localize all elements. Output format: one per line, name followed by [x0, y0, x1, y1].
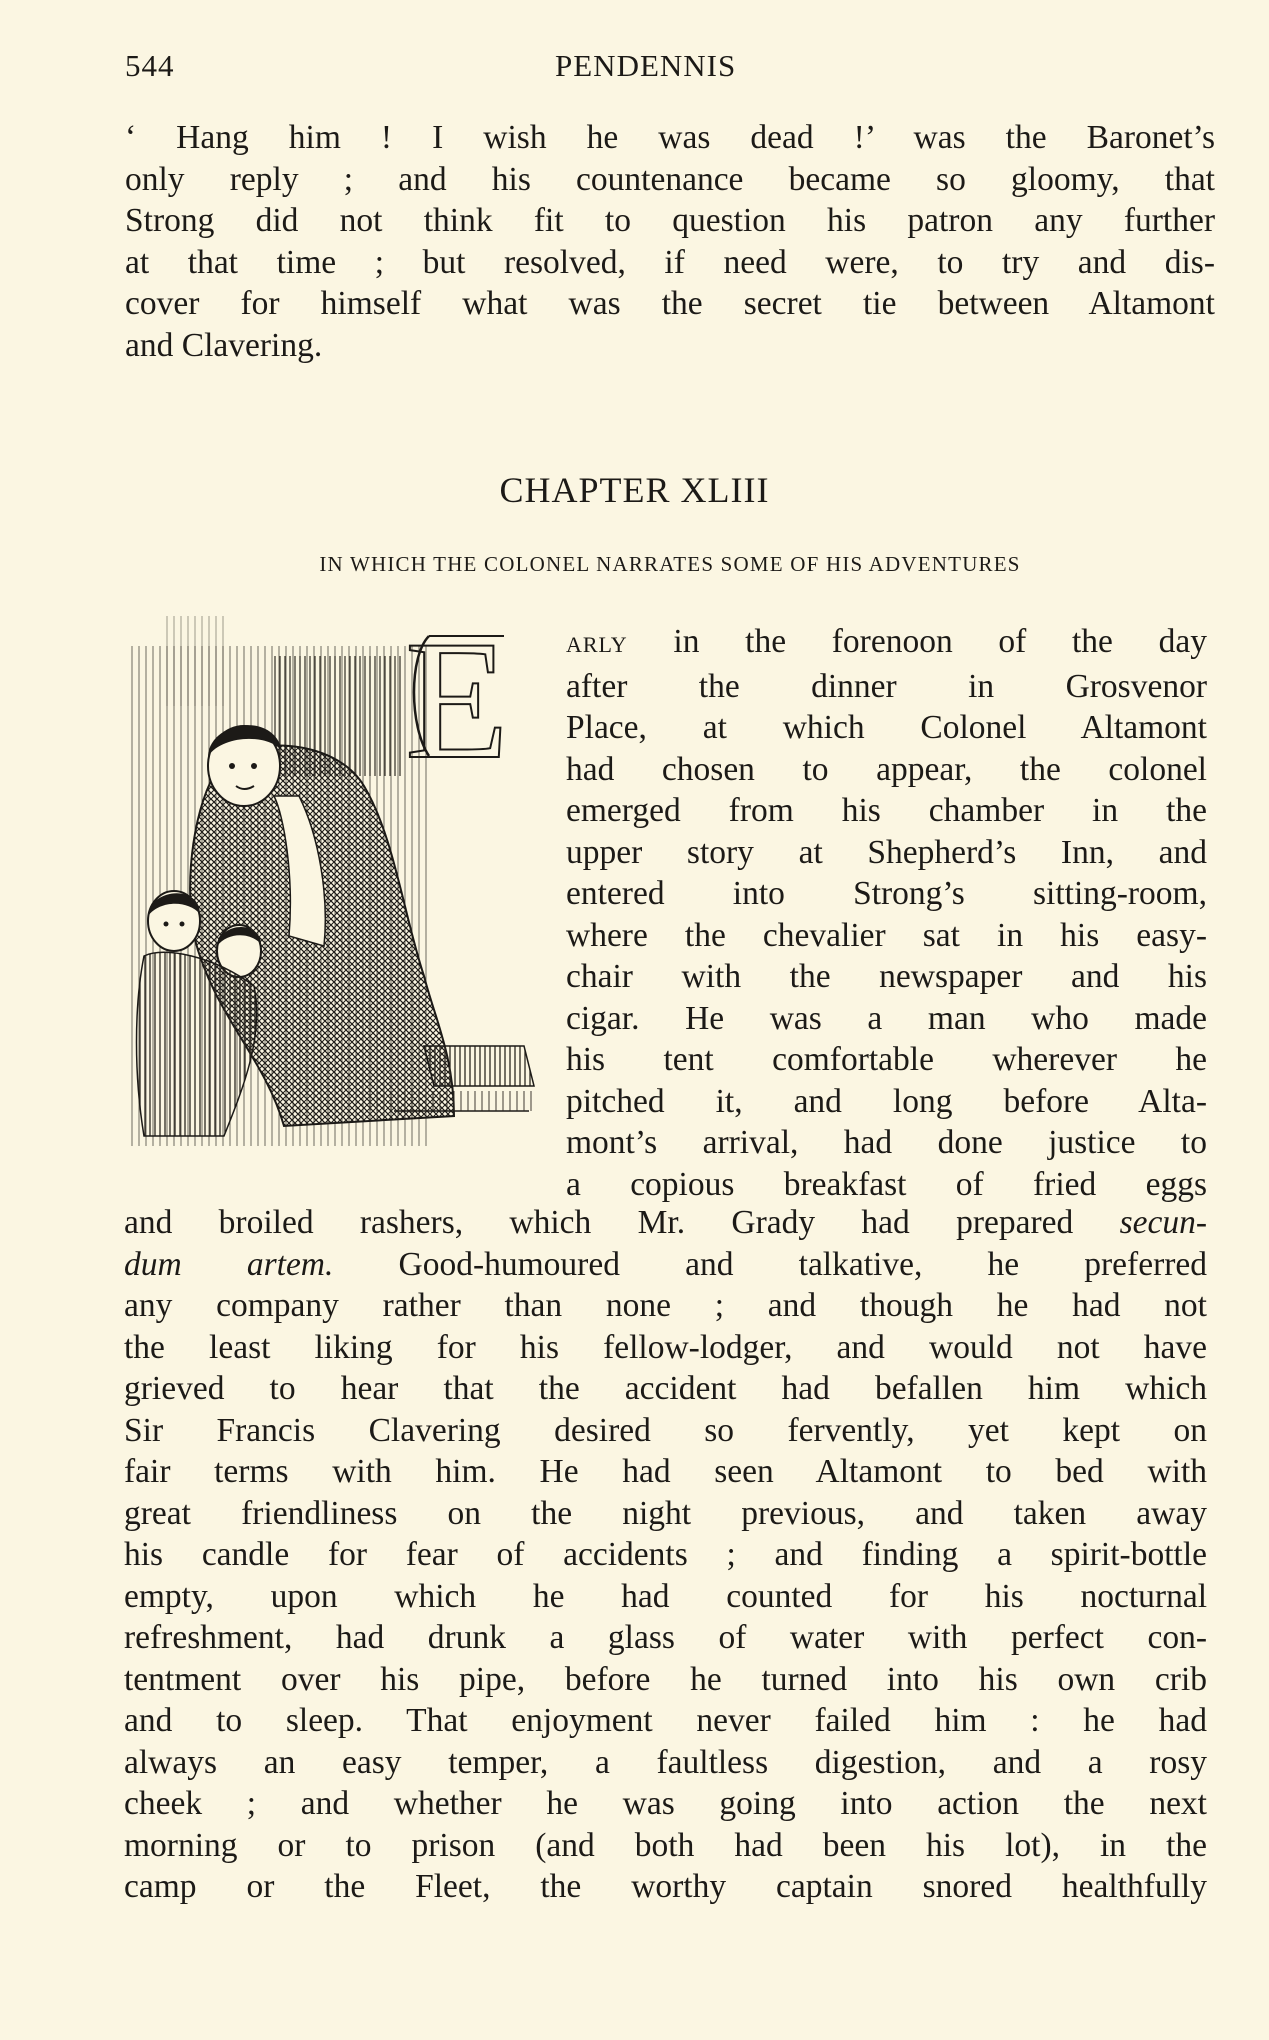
text-line: entered into Strong’s sitting-room, [566, 875, 1207, 912]
text-line: Strong did not think fit to question his patron any further [125, 202, 1215, 239]
text-line: cheek ; and whether he was going into action the next [124, 1785, 1207, 1822]
drop-cap-letter: E [405, 606, 509, 794]
chapter-heading: CHAPTER XLIII [499, 470, 770, 510]
text-line: tentment over his pipe, before he turned into his own crib [124, 1660, 1207, 1698]
text-line: empty, upon which he had counted for his nocturnal [124, 1577, 1207, 1615]
text-line: his tent comfortable wherever he [566, 1041, 1207, 1078]
first-word-small-caps: ARLY [566, 632, 628, 657]
line-text: and broiled rashers, which Mr. Grady had prepared [124, 1204, 1074, 1241]
text-line: upper story at Shepherd’s Inn, and [566, 833, 1207, 871]
text-line: at that time ; but resolved, if need were, to try and dis- [125, 243, 1215, 281]
text-line [124, 1202, 1207, 1244]
text-line: mont’s arrival, had done justice to [566, 1124, 1207, 1161]
text-line: any company rather than none ; and though he had not [124, 1287, 1207, 1324]
text-line: the least liking for his fellow-lodger, and would not have [124, 1328, 1207, 1366]
text-line: cover for himself what was the secret tie between Altamont [125, 285, 1215, 322]
text-line: emerged from his chamber in the [566, 792, 1207, 829]
text-line: after the dinner in Grosvenor [566, 667, 1207, 705]
text-line: morning or to prison (and both had been his lot), in the [124, 1826, 1207, 1864]
line-text: Good-humoured and talkative, he preferred [398, 1245, 1207, 1283]
text-line: great friendliness on the night previous, and taken away [124, 1494, 1207, 1532]
text-line: cigar. He was a man who made [566, 999, 1207, 1037]
text-line: ‘ Hang him ! I wish he was dead !’ was the Baronet’s [125, 119, 1215, 156]
running-head [125, 48, 1210, 88]
text-line: a copious breakfast of fried eggs [566, 1165, 1207, 1203]
chapter-subtitle: IN WHICH THE COLONEL NARRATES SOME OF HIS ADVENTURES [319, 552, 1021, 576]
text-line: his candle for fear of accidents ; and finding a spirit-bottle [124, 1536, 1207, 1573]
text-line: fair terms with him. He had seen Altamont to bed with [124, 1453, 1207, 1490]
text-line: had chosen to appear, the colonel [566, 750, 1207, 788]
text-line: refreshment, had drunk a glass of water with perfect con- [124, 1619, 1207, 1656]
italic-phrase: dum artem. [124, 1245, 334, 1283]
text-line [124, 1244, 1207, 1286]
text-line: camp or the Fleet, the worthy captain snored healthfully [124, 1868, 1207, 1905]
text-line: chair with the newspaper and his [566, 958, 1207, 995]
text-line: where the chevalier sat in his easy- [566, 916, 1207, 954]
wrapped-paragraph [566, 621, 1207, 1205]
drop-cap [405, 606, 545, 794]
text-line: grieved to hear that the accident had befallen him which [124, 1370, 1207, 1407]
text-line: Sir Francis Clavering desired so fervently, yet kept on [124, 1411, 1207, 1449]
italic-phrase: secun- [1119, 1204, 1207, 1241]
opening-paragraph [125, 117, 1215, 366]
text-line: pitched it, and long before Alta- [566, 1082, 1207, 1120]
text-line: always an easy temper, a faultless digestion, and a rosy [124, 1743, 1207, 1781]
page-number: 544 [125, 48, 175, 83]
text-line: only reply ; and his countenance became so gloomy, that [125, 160, 1215, 198]
first-line-text: in the forenoon of the day [673, 623, 1207, 660]
body-paragraph [124, 1202, 1207, 1908]
text-line: Place, at which Colonel Altamont [566, 709, 1207, 746]
text-line: and to sleep. That enjoyment never failed him : he had [124, 1702, 1207, 1739]
text-line [566, 621, 1207, 666]
running-title: PENDENNIS [555, 48, 737, 83]
text-line: and Clavering. [125, 326, 323, 364]
